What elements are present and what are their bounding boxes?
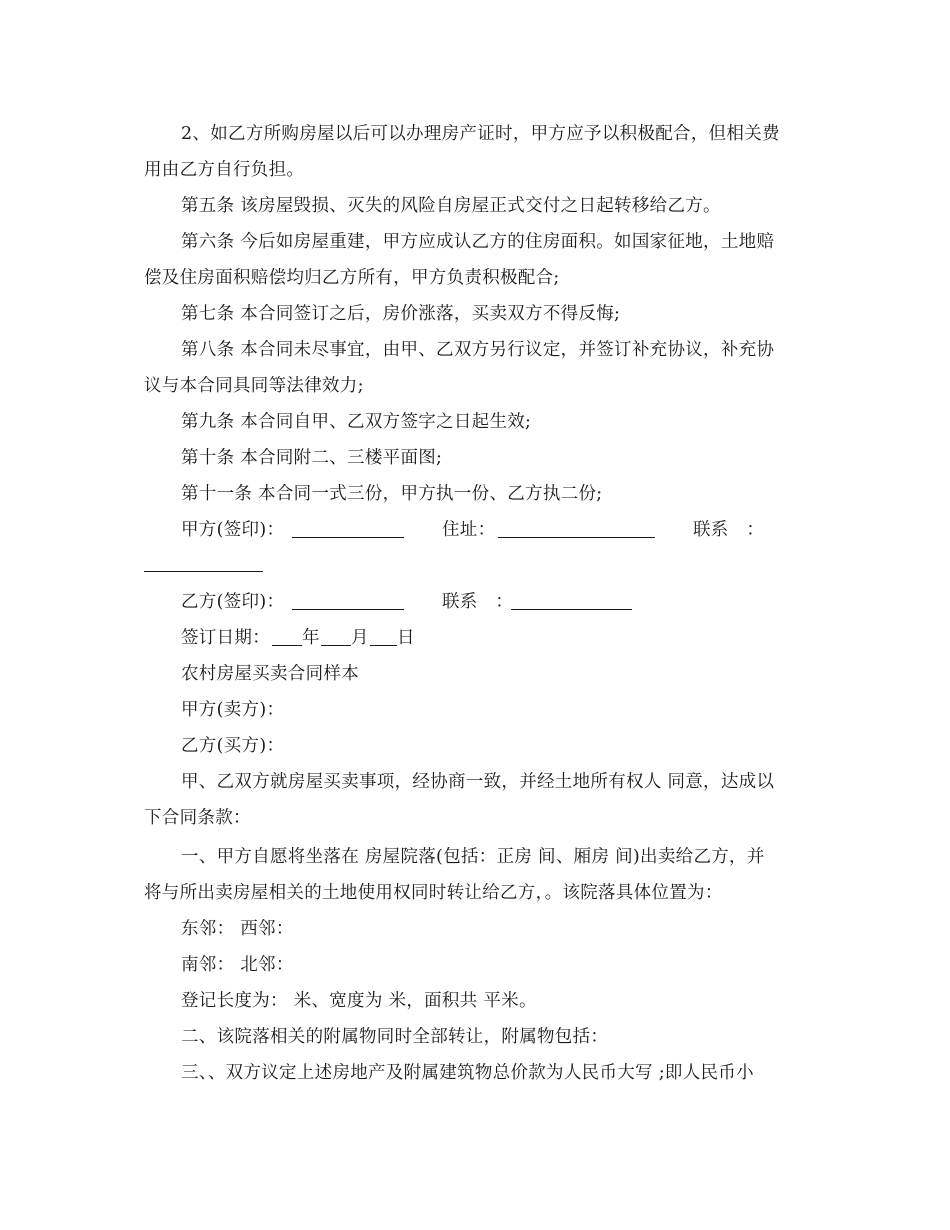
month-label: 月 bbox=[351, 628, 369, 648]
paragraph-line: 第六条 今后如房屋重建，甲方应成认乙方的住房面积。如国家征地，土地赔 bbox=[181, 232, 775, 252]
party-a-seller: 甲方(卖方)： bbox=[181, 700, 285, 720]
party-b-signature-row bbox=[181, 591, 804, 613]
sample-title: 农村房屋买卖合同样本 bbox=[181, 664, 359, 684]
paragraph-line: 南邻： 北邻： bbox=[181, 955, 294, 975]
address-label: 住址： bbox=[442, 520, 496, 540]
paragraph-line: 第七条 本合同签订之后，房价涨落，买卖双方不得反悔; bbox=[181, 304, 621, 324]
paragraph-line: 东邻： 西邻： bbox=[181, 919, 294, 939]
party-a-label: 甲方(签印)： bbox=[181, 520, 285, 540]
party-a-signature-blank bbox=[292, 521, 404, 538]
paragraph-line: 二、该院落相关的附属物同时全部转让，附属物包括： bbox=[181, 1027, 609, 1047]
paragraph-line: 议与本合同具同等法律效力; bbox=[144, 376, 364, 396]
paragraph-line: 第九条 本合同自甲、乙双方签字之日起生效; bbox=[181, 412, 532, 432]
paragraph-line: 用由乙方自行负担。 bbox=[144, 160, 305, 180]
paragraph-line: 一、甲方自愿将坐落在 房屋院落(包括：正房 间、厢房 间)出卖给乙方，并 bbox=[181, 847, 765, 867]
paragraph-line: 第十条 本合同附二、三楼平面图; bbox=[181, 448, 443, 468]
party-b-label: 乙方(签印)： bbox=[181, 592, 285, 612]
contact-continuation bbox=[144, 555, 804, 577]
year-label: 年 bbox=[302, 628, 320, 648]
month-blank bbox=[321, 629, 351, 646]
day-label: 日 bbox=[397, 628, 415, 648]
paragraph-line: 登记长度为： 米、宽度为 米，面积共 平米。 bbox=[181, 991, 537, 1011]
contact-label-b: 联系 ： bbox=[442, 592, 514, 612]
signing-date-row bbox=[181, 627, 804, 649]
paragraph-line: 甲、乙双方就房屋买卖事项，经协商一致，并经土地所有权人 同意，达成以 bbox=[181, 772, 775, 792]
year-blank bbox=[272, 629, 302, 646]
party-b-signature-blank bbox=[292, 593, 404, 610]
party-b-buyer: 乙方(买方)： bbox=[181, 736, 285, 756]
paragraph-line: 下合同条款： bbox=[144, 808, 251, 828]
contact-blank bbox=[144, 555, 263, 572]
contact-blank-b bbox=[511, 593, 632, 610]
paragraph-line: 偿及住房面积赔偿均归乙方所有，甲方负责积极配合; bbox=[144, 268, 560, 288]
date-label: 签订日期： bbox=[181, 628, 270, 648]
contact-label: 联系 ： bbox=[693, 520, 765, 540]
paragraph-line: 第十一条 本合同一式三份，甲方执一份、乙方执二份; bbox=[181, 484, 603, 504]
paragraph-line: 三、、双方议定上述房地产及附属建筑物总价款为人民币大写 ;即人民币小 bbox=[181, 1063, 754, 1083]
day-blank bbox=[370, 629, 397, 646]
address-blank bbox=[498, 521, 655, 538]
paragraph-line: 2、如乙方所购房屋以后可以办理房产证时，甲方应予以积极配合，但相关费 bbox=[181, 124, 780, 144]
party-a-signature-row bbox=[181, 519, 804, 541]
paragraph-line: 第五条 该房屋毁损、灭失的风险自房屋正式交付之日起转移给乙方。 bbox=[181, 196, 721, 216]
paragraph-line: 将与所出卖房屋相关的土地使用权同时转让给乙方，。该院落具体位置为： bbox=[144, 883, 723, 903]
paragraph-line: 第八条 本合同未尽事宜，由甲、乙双方另行议定，并签订补充协议，补充协 bbox=[181, 340, 775, 360]
